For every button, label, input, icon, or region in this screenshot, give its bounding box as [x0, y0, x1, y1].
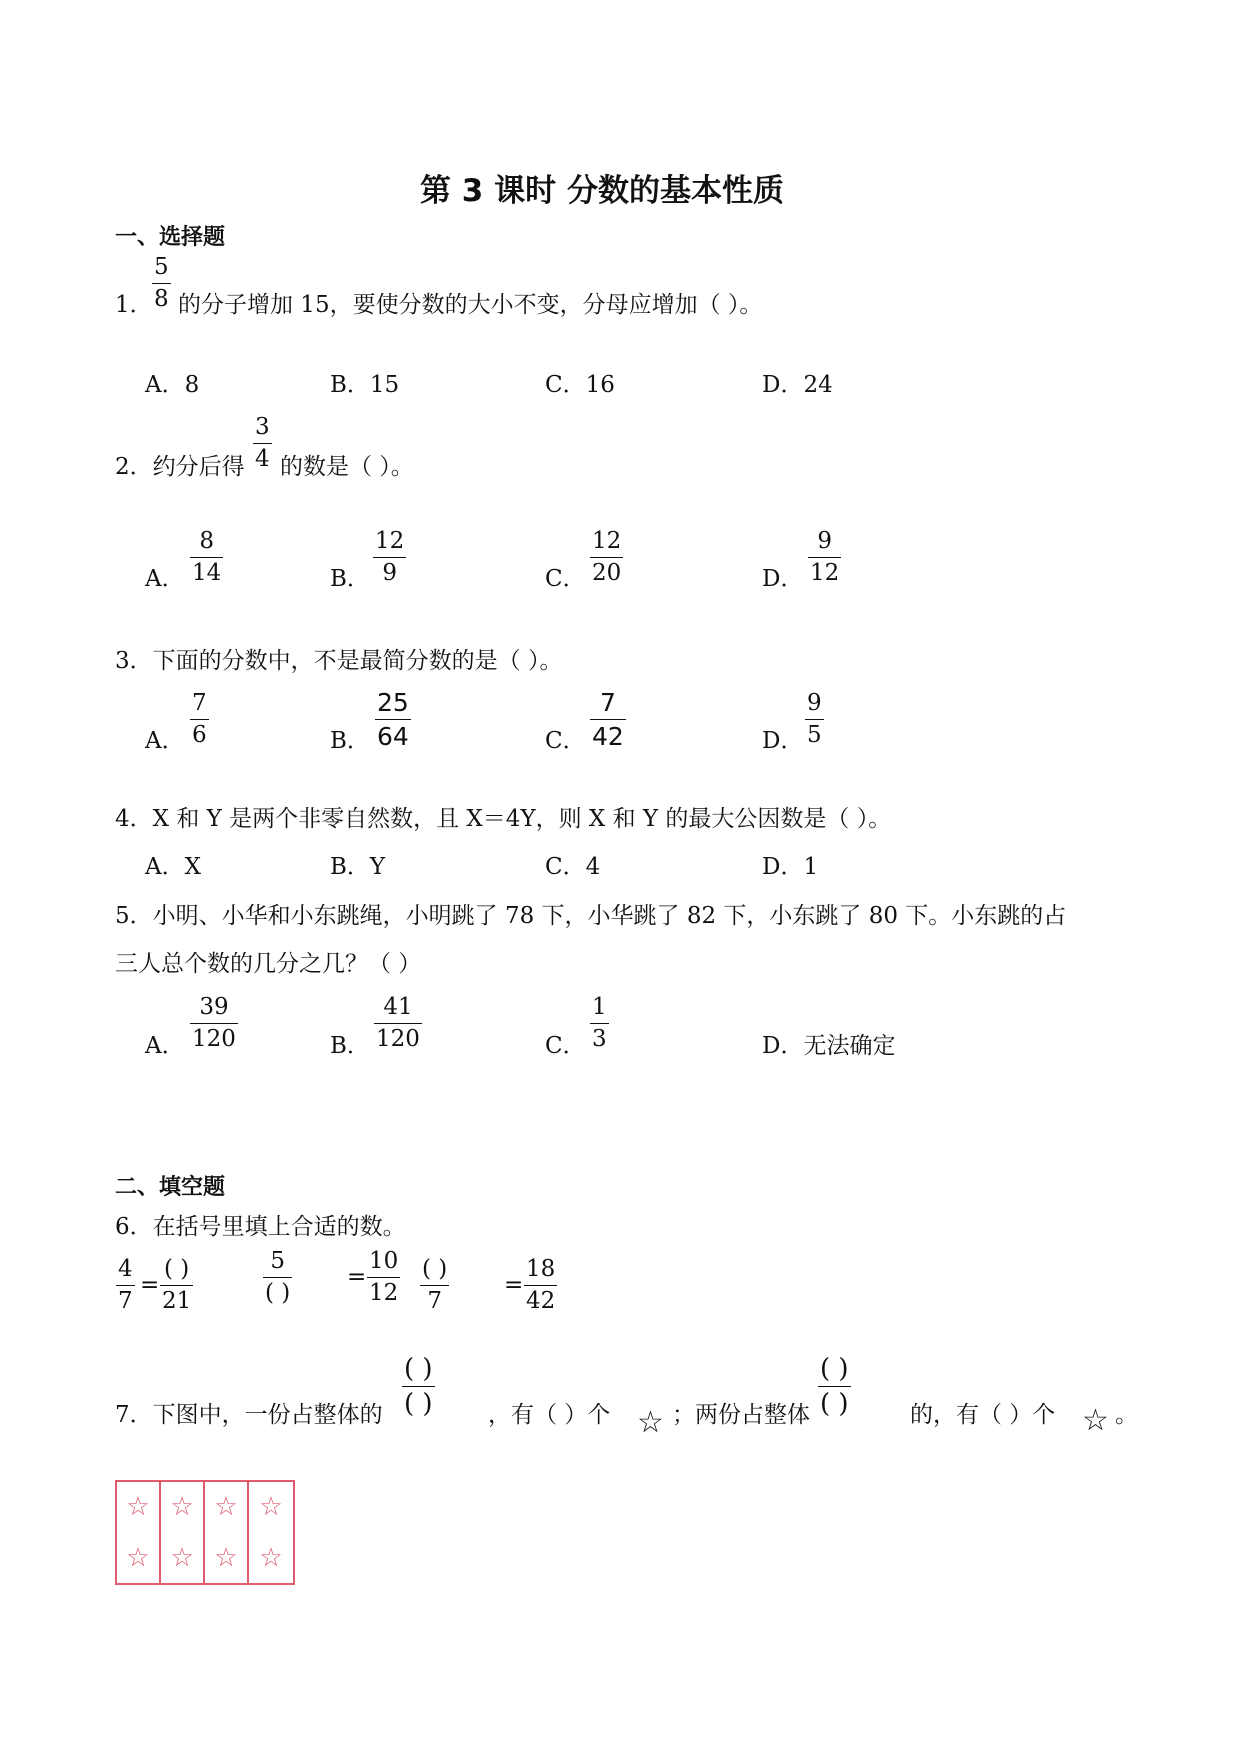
q3-option-d-fraction[interactable]: [805, 692, 824, 747]
fraction-bar: [190, 1023, 238, 1024]
q2-option-b-label[interactable]: B．: [330, 566, 370, 592]
star-grid-column: [117, 1482, 161, 1583]
q6-text: 6．在括号里填上合适的数。: [115, 1214, 406, 1240]
fraction-numerator: 5: [270, 1248, 285, 1274]
fraction-bar: [374, 1023, 422, 1024]
q7-text-c: ；两份占整体: [672, 1402, 810, 1428]
fraction-bar: [590, 1023, 609, 1024]
fraction-denominator: 20: [592, 560, 622, 586]
fraction-bar: [373, 557, 406, 558]
fraction-numerator: 12: [592, 528, 622, 554]
fraction-denominator: 42: [592, 722, 624, 751]
fraction-numerator: 5: [154, 254, 169, 280]
section-heading-fill: 二、填空题: [115, 1175, 226, 1200]
q3-option-b-label[interactable]: B．: [330, 728, 370, 754]
equals-sign: =: [504, 1272, 524, 1298]
q5-option-d[interactable]: D．无法确定: [762, 1033, 896, 1059]
star-icon: ☆: [259, 1542, 283, 1573]
equals-sign: =: [347, 1264, 367, 1290]
q3-option-c-label[interactable]: C．: [545, 728, 586, 754]
q7-blank-fraction-1[interactable]: [402, 1356, 435, 1417]
q5-text-line2: 三人总个数的几分之几？（ ）: [115, 951, 422, 977]
q6-eq2-left-fraction[interactable]: [263, 1250, 292, 1305]
q3-text: 3．下面的分数中，不是最简分数的是（ ）。: [115, 648, 563, 674]
q5-option-c-label[interactable]: C．: [545, 1033, 586, 1059]
star-icon: ☆: [259, 1492, 283, 1523]
fraction-denominator: 4: [255, 446, 270, 472]
q6-eq2-right-fraction: [367, 1250, 400, 1305]
fraction-bar: [190, 719, 209, 720]
q5-option-b-label[interactable]: B．: [330, 1033, 370, 1059]
fraction-denominator: 120: [376, 1026, 420, 1052]
q7-text-e: 。: [1115, 1402, 1138, 1428]
q2-option-a-label[interactable]: A．: [145, 566, 185, 592]
q1-number: 1．: [115, 292, 153, 318]
fraction-denominator: 7: [118, 1288, 133, 1314]
fraction-bar: [160, 1285, 193, 1286]
fraction-numerator: 1: [592, 994, 607, 1020]
q2-text-a: 2．约分后得: [115, 454, 245, 480]
fraction-denominator: 7: [427, 1288, 442, 1314]
blank-numerator[interactable]: ( ): [820, 1354, 849, 1384]
fraction-bar: [253, 443, 272, 444]
fraction-bar: [190, 557, 223, 558]
blank-denominator[interactable]: ( ): [404, 1389, 433, 1419]
blank-denominator[interactable]: ( ): [265, 1280, 291, 1306]
q7-text-d: 的，有（ ）个: [910, 1402, 1056, 1428]
q2-option-c-label[interactable]: C．: [545, 566, 586, 592]
fraction-bar: [420, 1285, 449, 1286]
q4-option-a[interactable]: A．X: [145, 854, 201, 880]
fraction-numerator: 8: [199, 528, 214, 554]
fraction-numerator: 9: [817, 528, 832, 554]
fraction-bar: [805, 719, 824, 720]
fraction-bar: [375, 719, 411, 720]
fraction-denominator: 120: [192, 1026, 236, 1052]
fraction-denominator: 12: [810, 560, 840, 586]
star-icon: ☆: [214, 1492, 238, 1523]
q3-option-a-fraction[interactable]: [190, 692, 209, 747]
fraction-bar: [524, 1285, 557, 1286]
fraction-denominator: 42: [526, 1288, 556, 1314]
q4-option-b[interactable]: B．Y: [330, 854, 386, 880]
fraction-numerator: 9: [807, 690, 822, 716]
fraction-denominator: 6: [192, 722, 207, 748]
fraction-numerator: 18: [526, 1256, 556, 1282]
q1-fraction: [152, 256, 171, 311]
fraction-numerator: 12: [375, 528, 405, 554]
star-icon: ☆: [1082, 1403, 1109, 1438]
q2-option-c-fraction[interactable]: [590, 530, 623, 585]
fraction-bar: [263, 1277, 292, 1278]
fraction-bar: [367, 1277, 400, 1278]
star-grid-column: [205, 1482, 249, 1583]
q1-text: 的分子增加 15，要使分数的大小不变，分母应增加（ ）。: [178, 292, 763, 318]
q2-option-a-fraction[interactable]: [190, 530, 223, 585]
blank-numerator[interactable]: ( ): [422, 1256, 448, 1282]
star-icon: ☆: [126, 1542, 150, 1573]
fraction-bar: [116, 1285, 135, 1286]
star-icon: ☆: [170, 1492, 194, 1523]
q2-fraction: [253, 416, 272, 471]
q6-eq3-right-fraction: [524, 1258, 557, 1313]
q2-option-d-fraction[interactable]: [808, 530, 841, 585]
q3-option-b-fraction[interactable]: [375, 690, 411, 749]
fraction-numerator: 7: [192, 690, 207, 716]
fraction-bar: [808, 557, 841, 558]
q1-option-a[interactable]: A．8: [145, 372, 200, 398]
fraction-numerator: 4: [118, 1256, 133, 1282]
fraction-numerator: 7: [599, 688, 616, 717]
q3-option-a-label[interactable]: A．: [145, 728, 185, 754]
fraction-numerator: 10: [369, 1248, 399, 1274]
q2-option-b-fraction[interactable]: [373, 530, 406, 585]
q1-option-d[interactable]: D．24: [762, 372, 833, 398]
fraction-denominator: 3: [592, 1026, 607, 1052]
q3-option-c-fraction[interactable]: [590, 690, 626, 749]
q3-option-d-label[interactable]: D．: [762, 728, 804, 754]
fraction-bar: [152, 283, 171, 284]
q4-option-d[interactable]: D．1: [762, 854, 819, 880]
fraction-denominator: 9: [382, 560, 397, 586]
q7-blank-fraction-2[interactable]: [818, 1356, 851, 1417]
fraction-bar: [402, 1386, 435, 1387]
q2-text-b: 的数是（ ）。: [280, 454, 414, 480]
q7-text-b: ，有（ ）个: [488, 1402, 611, 1428]
star-grid: [115, 1480, 295, 1585]
star-grid-column: [161, 1482, 205, 1583]
q5-text-line1: 5．小明、小华和小东跳绳，小明跳了 78 下，小华跳了 82 下，小东跳了 80 下。小东跳的占: [115, 903, 1067, 929]
fraction-denominator: 5: [807, 722, 822, 748]
blank-numerator[interactable]: ( ): [164, 1256, 190, 1282]
star-grid-column: [249, 1482, 293, 1583]
star-icon: ☆: [637, 1405, 664, 1440]
fraction-denominator: 8: [154, 286, 169, 312]
star-icon: ☆: [214, 1542, 238, 1573]
fraction-denominator: 64: [377, 722, 409, 751]
q6-eq1-left-fraction: [116, 1258, 135, 1313]
q5-option-c-fraction[interactable]: [590, 996, 609, 1051]
fraction-numerator: 3: [255, 414, 270, 440]
q5-option-a-fraction[interactable]: [190, 996, 238, 1051]
blank-numerator[interactable]: ( ): [404, 1354, 433, 1384]
q1-option-b[interactable]: B．15: [330, 372, 400, 398]
q5-option-a-label[interactable]: A．: [145, 1033, 185, 1059]
fraction-denominator: 14: [192, 560, 222, 586]
fraction-numerator: 25: [377, 688, 409, 717]
fraction-denominator: 21: [162, 1288, 192, 1314]
section-heading-choice: 一、选择题: [115, 225, 226, 250]
q4-option-c[interactable]: C．4: [545, 854, 601, 880]
star-icon: ☆: [170, 1542, 194, 1573]
equals-sign: =: [140, 1272, 160, 1298]
fraction-numerator: 39: [199, 994, 229, 1020]
q7-text-a: 7．下图中，一份占整体的: [115, 1402, 383, 1428]
q5-option-b-fraction[interactable]: [374, 996, 422, 1051]
page-title: 第 3 课时 分数的基本性质: [420, 173, 784, 209]
fraction-denominator: 12: [369, 1280, 399, 1306]
star-icon: ☆: [126, 1492, 150, 1523]
q6-eq1-right-fraction[interactable]: [160, 1258, 193, 1313]
blank-denominator[interactable]: ( ): [820, 1389, 849, 1419]
q1-option-c[interactable]: C．16: [545, 372, 615, 398]
fraction-bar: [590, 557, 623, 558]
q6-eq3-left-fraction[interactable]: [420, 1258, 449, 1313]
fraction-bar: [590, 719, 626, 720]
fraction-bar: [818, 1386, 851, 1387]
fraction-numerator: 41: [383, 994, 413, 1020]
q4-text: 4．X 和 Y 是两个非零自然数，且 X＝4Y，则 X 和 Y 的最大公因数是（ ）。: [115, 806, 892, 832]
q2-option-d-label[interactable]: D．: [762, 566, 804, 592]
